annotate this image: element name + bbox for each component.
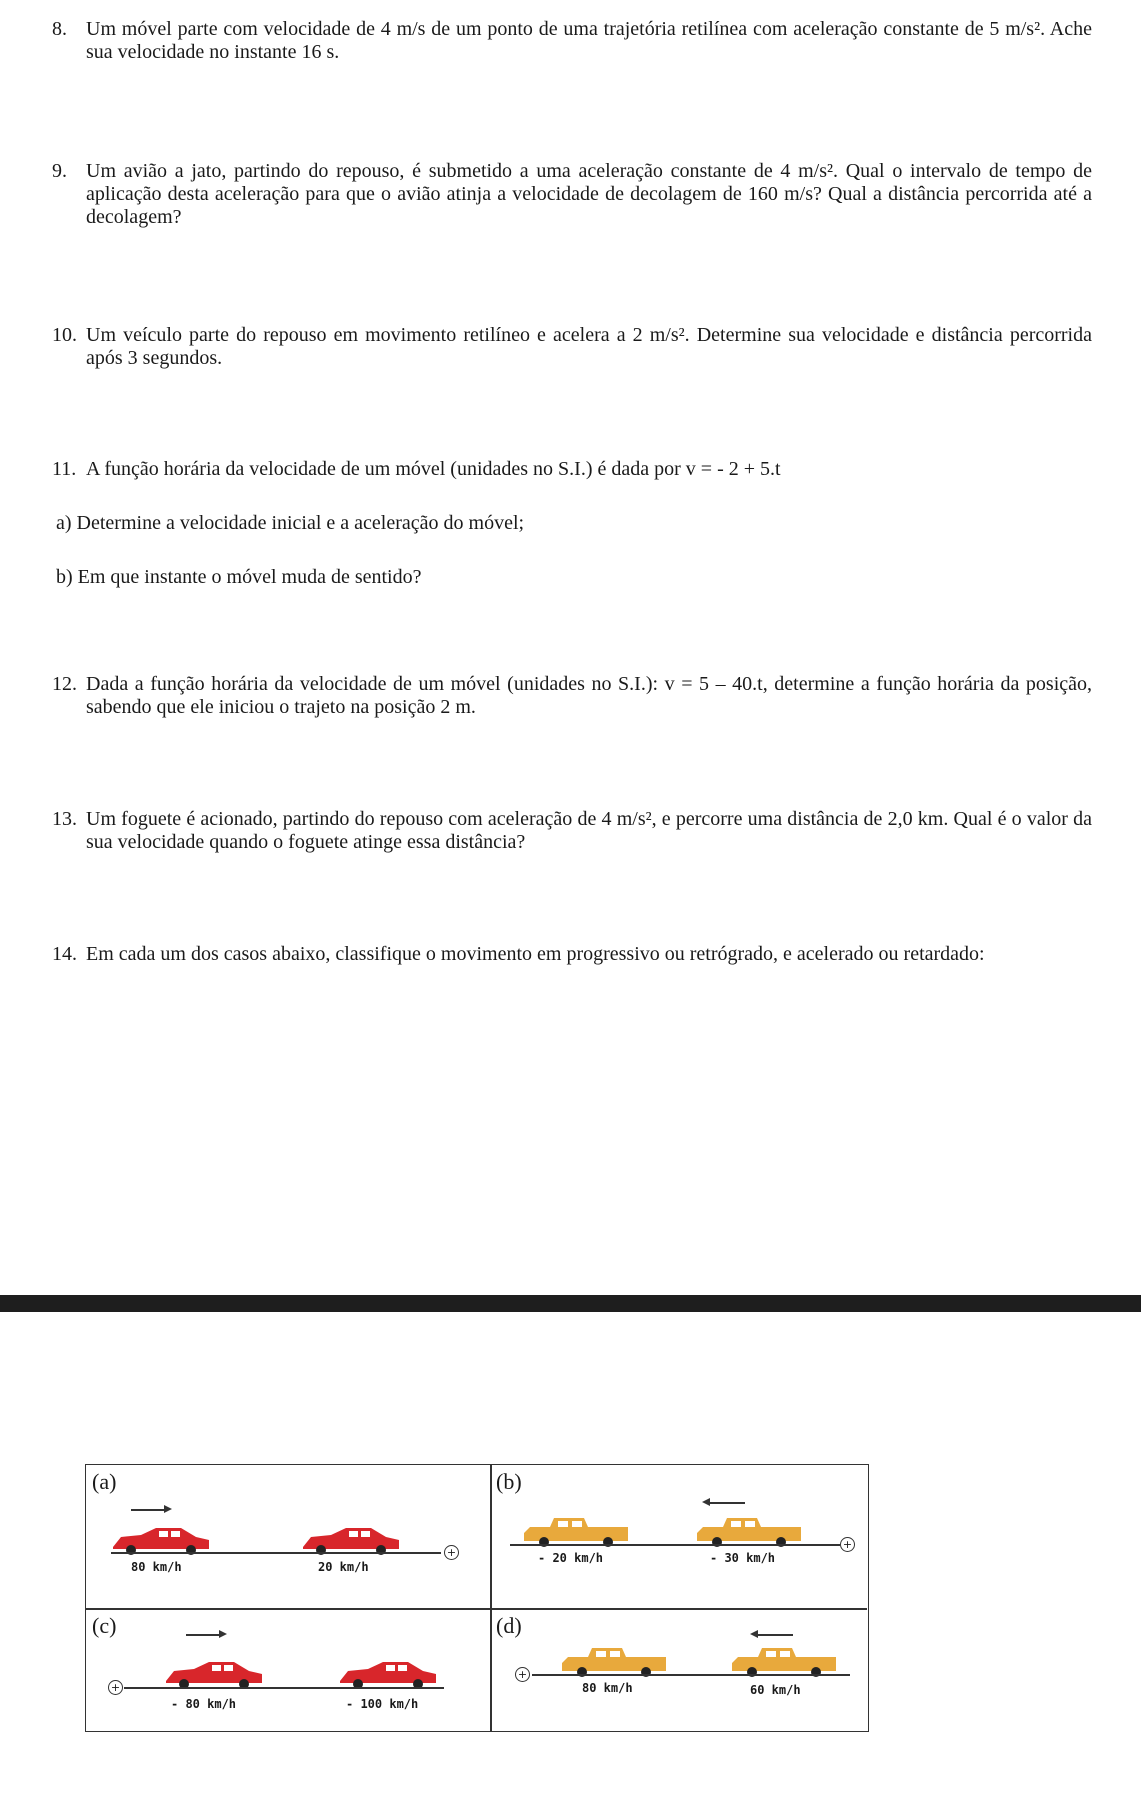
question-10: 10. Um veículo parte do repouso em movimento retilíneo e acelera a 2 m/s². Determine sua velocidade e distância percorrida após 3 segundos.: [52, 324, 1092, 369]
arrowhead-right-icon: [164, 1505, 174, 1513]
question-13: 13. Um foguete é acionado, partindo do repouso com aceleração de 4 m/s², e percorre uma distância de 2,0 km. Qual é o valor da sua velocidade quando o foguete atinge essa distância?: [52, 808, 1092, 853]
positive-direction-icon: +: [444, 1545, 459, 1560]
arrowhead-left-icon: [750, 1630, 760, 1638]
speed-label: - 80 km/h: [171, 1697, 237, 1711]
speed-label: 80 km/h: [131, 1560, 182, 1574]
direction-arrow-left: [758, 1634, 793, 1636]
case-c-label: (c): [92, 1613, 117, 1638]
speed-label: 20 km/h: [318, 1560, 369, 1574]
direction-arrow-right: [186, 1634, 221, 1636]
arrowhead-left-icon: [702, 1498, 712, 1506]
speed-label: 80 km/h: [582, 1681, 633, 1695]
page-divider-bar: [0, 1295, 1141, 1312]
speed-label: - 20 km/h: [538, 1551, 604, 1565]
speed-label: - 100 km/h: [346, 1697, 419, 1711]
positive-direction-icon: +: [108, 1680, 123, 1695]
trajectory-line: [532, 1674, 850, 1676]
motion-cases-figure: [85, 1464, 869, 1732]
trajectory-line: [510, 1544, 840, 1546]
case-b: [490, 1465, 880, 1597]
trajectory-line: [124, 1687, 444, 1689]
question-12: 12. Dada a função horária da velocidade de um móvel (unidades no S.I.): v = 5 – 40.t, determine a função horária da posição, sabendo que ele iniciou o trajeto na posição 2 m.: [52, 673, 1092, 718]
positive-direction-icon: +: [515, 1667, 530, 1682]
question-11: 11. A função horária da velocidade de um móvel (unidades no S.I.) é dada por v = - 2 + 5.t: [52, 458, 781, 480]
question-8: 8. Um móvel parte com velocidade de 4 m/s de um ponto de uma trajetória retilínea com aceleração constante de 5 m/s². Ache sua velocidade no instante 16 s.: [52, 18, 1092, 63]
question-11-item-b: b) Em que instante o móvel muda de sentido?: [56, 566, 422, 588]
trajectory-line: [111, 1552, 441, 1554]
positive-direction-icon: +: [840, 1537, 855, 1552]
speed-label: 60 km/h: [750, 1683, 801, 1697]
case-d-label: (d): [496, 1613, 522, 1638]
question-9: 9. Um avião a jato, partindo do repouso, é submetido a uma aceleração constante de 4 m/s². Qual o intervalo de tempo de aplicação desta aceleração para que o avião atinja a velocidade de decolagem de 160 m/s? Qual a distância percorrida até a decolagem?: [52, 160, 1092, 228]
case-d: [490, 1609, 880, 1741]
case-a: [86, 1465, 476, 1597]
case-b-label: (b): [496, 1469, 522, 1494]
direction-arrow-left: [710, 1502, 745, 1504]
direction-arrow-right: [131, 1509, 166, 1511]
case-a-label: (a): [92, 1469, 117, 1494]
arrowhead-right-icon: [219, 1630, 229, 1638]
question-14: 14. Em cada um dos casos abaixo, classifique o movimento em progressivo ou retrógrado, e acelerado ou retardado:: [52, 943, 985, 965]
question-11-item-a: a) Determine a velocidade inicial e a aceleração do móvel;: [56, 512, 525, 534]
speed-label: - 30 km/h: [710, 1551, 776, 1565]
case-c: [86, 1609, 476, 1741]
